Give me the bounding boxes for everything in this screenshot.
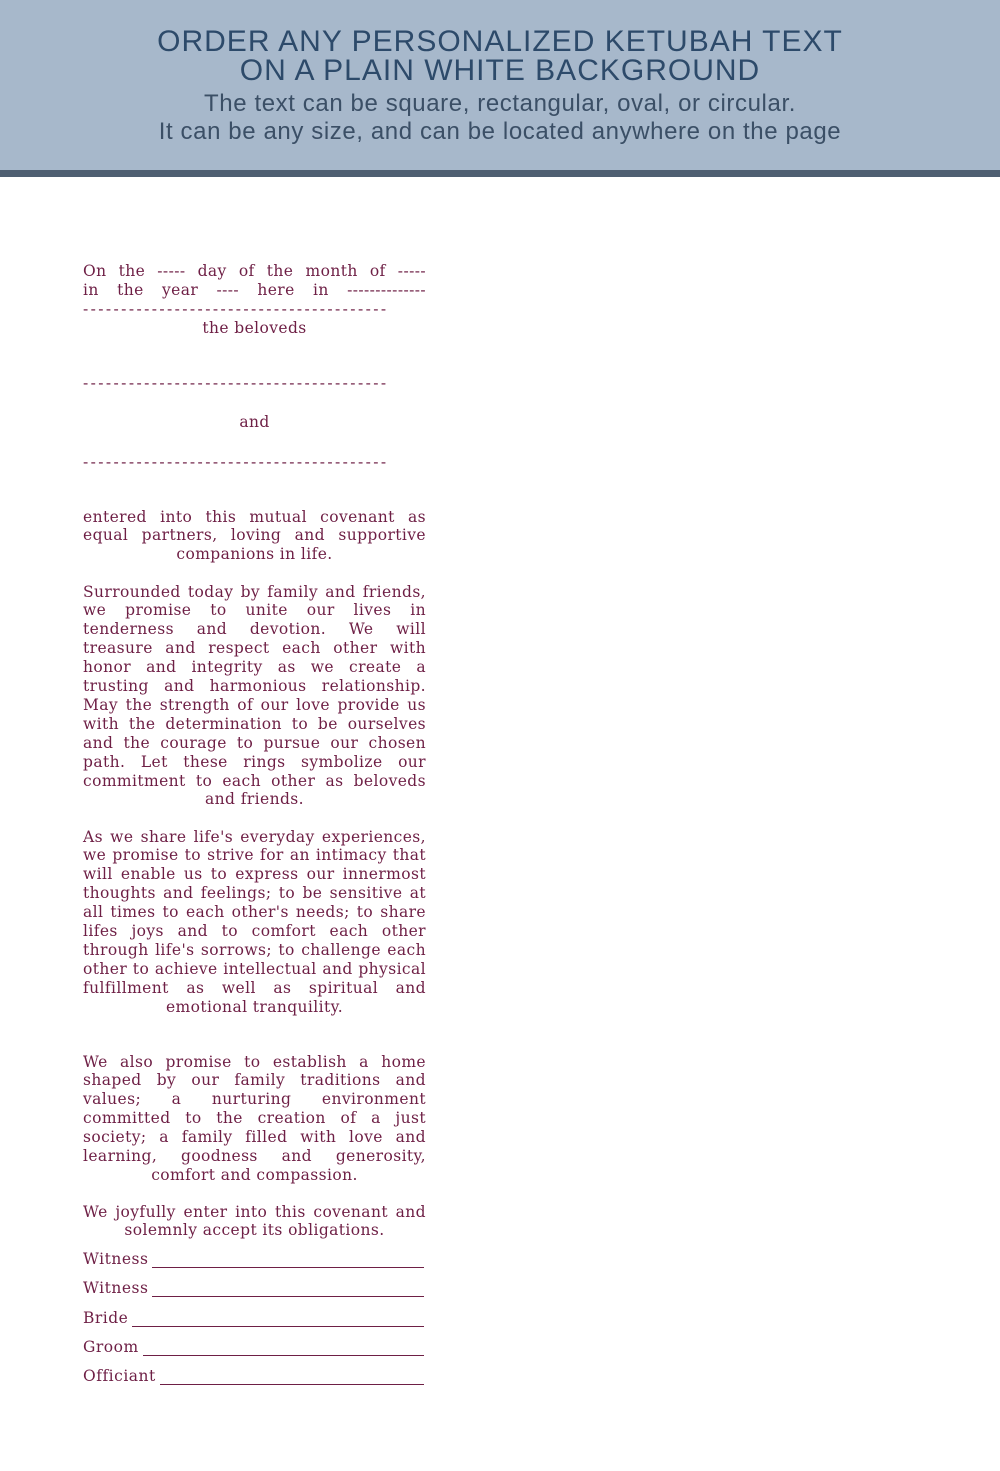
signature-line-witness-2[interactable]: [83, 1279, 424, 1297]
blank-line-place: ----------------------------------------: [83, 299, 389, 318]
signature-blank[interactable]: [152, 1253, 424, 1268]
opening-line-1: On the ----- day of the month of -----: [83, 262, 426, 280]
paragraph-intimacy: As we share life's everyday experiences, we promise to strive for an intimacy that will enable us to express our innermost thoughts and feelings; to be sensitive at all times to each other's needs; to share lifes joys and to comfort each other through life's sorrows; to challenge each other to achieve intellectual and physical fulfillment as well as spiritual and emotional tranquility.: [83, 827, 426, 1016]
signature-blank[interactable]: [143, 1341, 424, 1356]
banner-subtitle-line-2: It can be any size, and can be located anywhere on the page: [158, 118, 842, 145]
signature-label: Groom: [83, 1338, 139, 1356]
paragraph-covenant: entered into this mutual covenant as equal partners, loving and supportive companions in life.: [83, 507, 426, 564]
signature-label: Officiant: [83, 1367, 156, 1385]
paragraph-obligations: We joyfully enter into this covenant and solemnly accept its obligations.: [83, 1202, 426, 1240]
beloveds-label: the beloveds: [202, 318, 307, 337]
signature-label: Bride: [83, 1309, 129, 1327]
signature-line-groom[interactable]: [83, 1338, 424, 1356]
banner-title-line-2: ON A PLAIN WHITE BACKGROUND: [239, 54, 761, 87]
signature-blank[interactable]: [160, 1370, 424, 1385]
banner-subtitle-line-1: The text can be square, rectangular, oval, or circular.: [204, 90, 796, 117]
signature-line-officiant[interactable]: [83, 1367, 424, 1385]
signature-label: Witness: [83, 1279, 149, 1297]
signature-line-bride[interactable]: [83, 1309, 424, 1327]
signature-label: Witness: [83, 1250, 149, 1268]
banner-title-line-1: ORDER ANY PERSONALIZED KETUBAH TEXT: [157, 25, 843, 58]
banner-divider: [0, 170, 1000, 177]
header-banner: [0, 0, 1000, 170]
blank-line-name-2: ----------------------------------------: [83, 453, 389, 471]
signature-blank[interactable]: [132, 1312, 424, 1327]
blank-line-name-1: ----------------------------------------: [83, 374, 389, 392]
ketubah-opening: [83, 262, 426, 338]
and-label: and: [239, 413, 270, 431]
paragraph-home: We also promise to establish a home shaped by our family traditions and values; a nurturing environment committed to the creation of a just society; a family filled with love and learning, goodness and generosity, comfort and compassion.: [83, 1052, 426, 1184]
signature-blank[interactable]: [152, 1282, 424, 1297]
opening-line-2: in the year ---- here in --------------: [83, 280, 426, 299]
signature-line-witness-1[interactable]: [83, 1250, 424, 1268]
paragraph-promise: Surrounded today by family and friends, we promise to unite our lives in tenderness and devotion. We will treasure and respect each other with honor and integrity as we create a trusting and harmonious relationship. May the strength of our love provide us with the determination to be ourselves and the courage to pursue our chosen path. Let these rings symbolize our commitment to each other as beloveds and friends.: [83, 582, 426, 809]
